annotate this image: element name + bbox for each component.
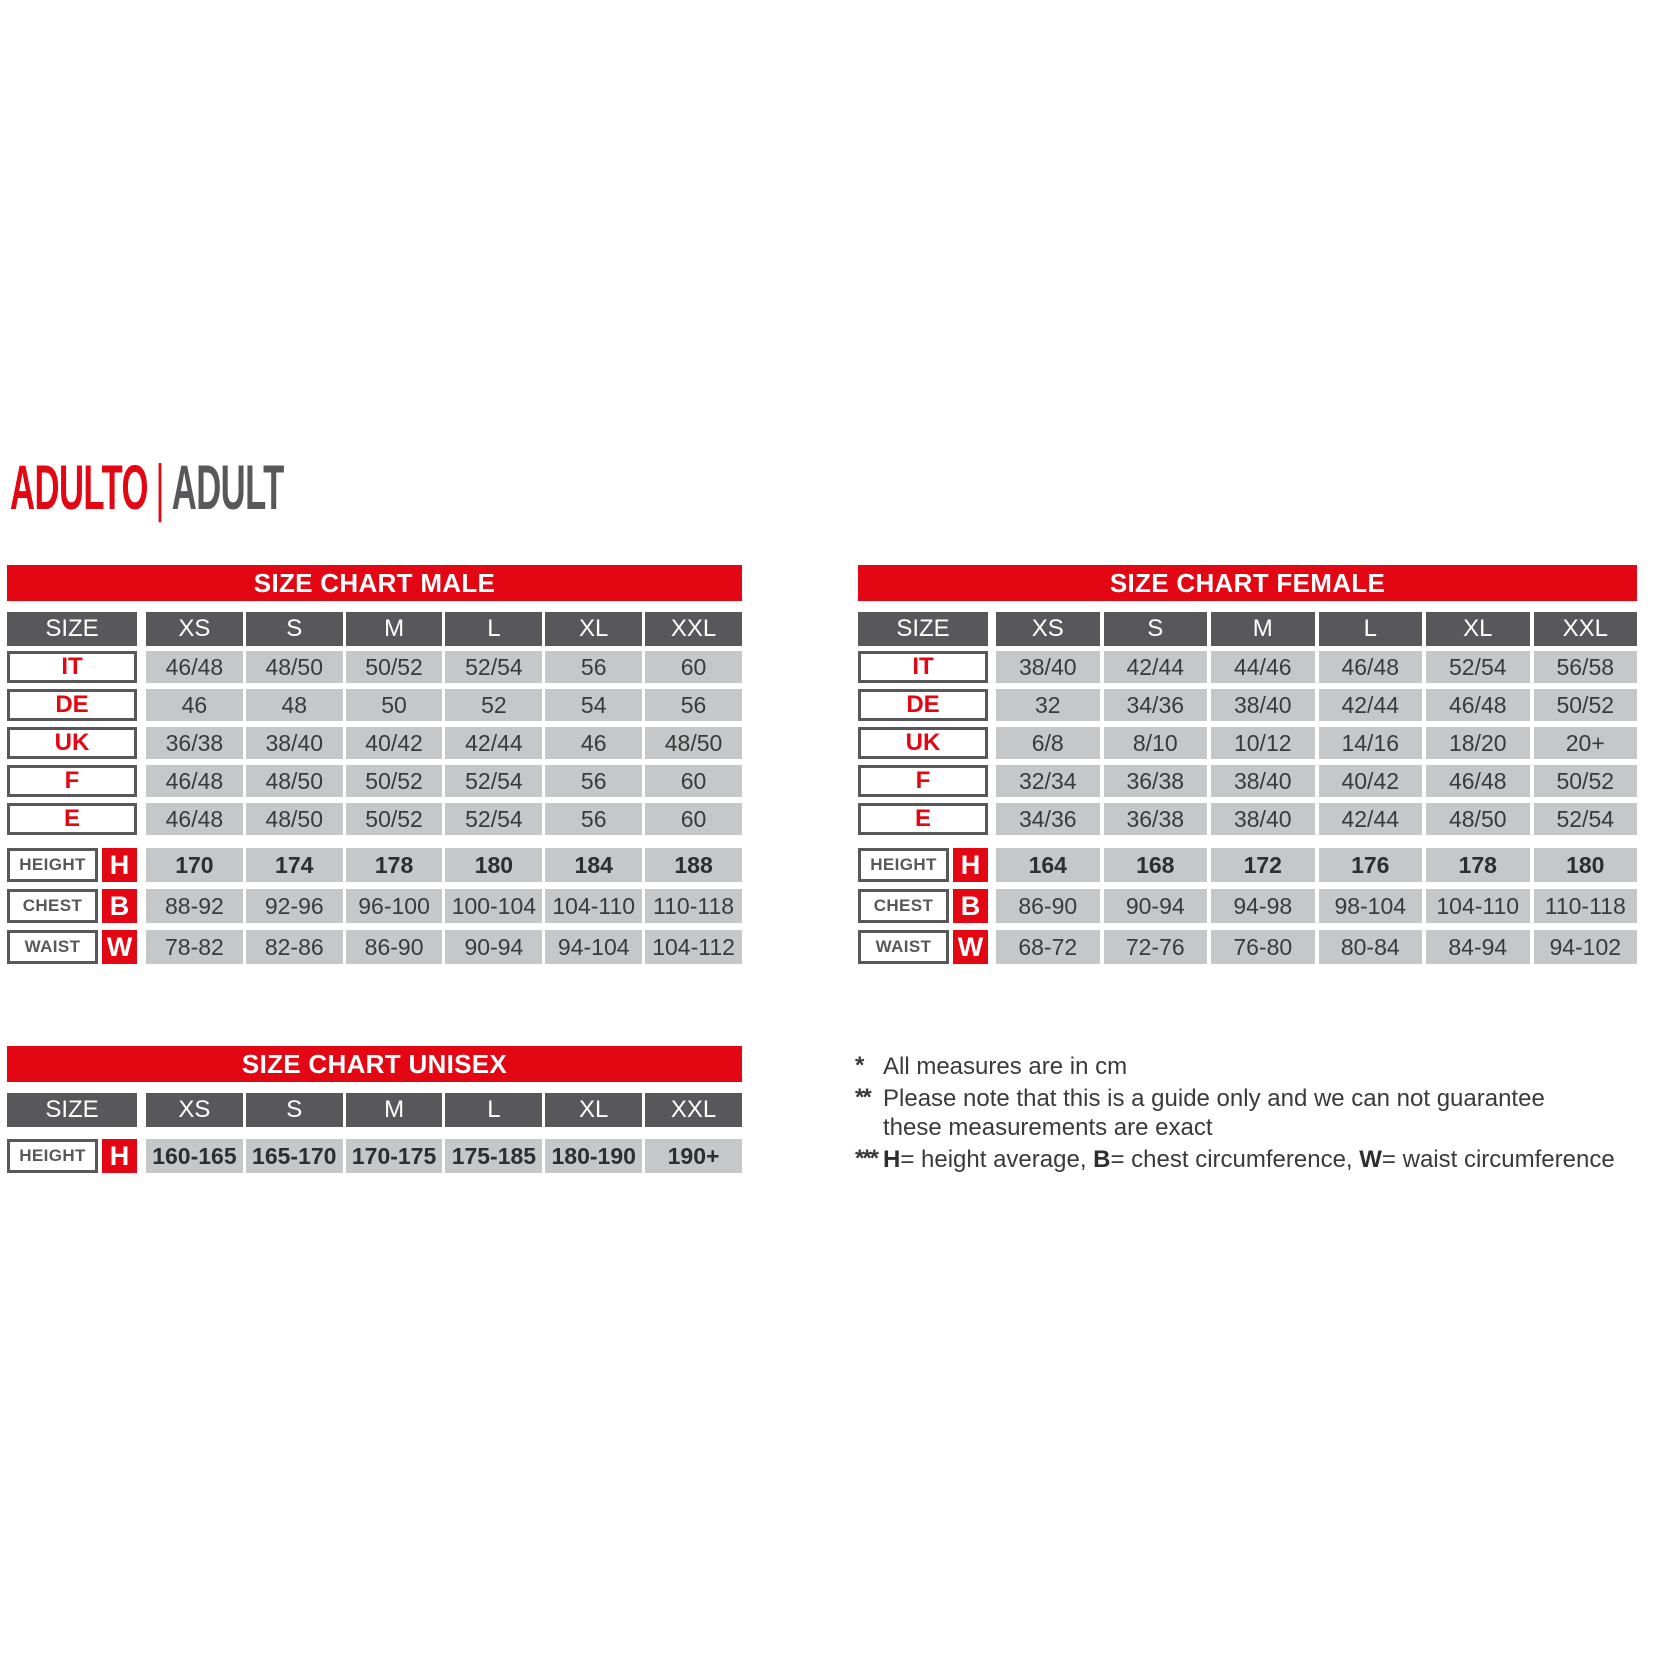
data-cell: 38/40	[996, 651, 1100, 683]
data-cell: 172	[1211, 848, 1315, 882]
column-header-cells	[146, 612, 742, 646]
data-cell: 52/54	[445, 651, 542, 683]
size-row	[7, 765, 742, 797]
row-label: E	[858, 803, 988, 835]
data-cell: 92-96	[246, 889, 343, 923]
column-header-cell: M	[1211, 612, 1315, 646]
data-cell: 184	[545, 848, 642, 882]
data-cell: 180-190	[545, 1139, 642, 1173]
footnote-text	[883, 1052, 1651, 1081]
measure-badge: H	[953, 848, 988, 882]
data-cell: 88-92	[146, 889, 243, 923]
column-header-cell: XS	[146, 612, 243, 646]
data-cell: 68-72	[996, 930, 1100, 964]
data-cell: 54	[545, 689, 642, 721]
data-cell: 72-76	[1104, 930, 1208, 964]
data-cell: 178	[346, 848, 443, 882]
row-cells	[996, 803, 1637, 835]
data-cell: 100-104	[445, 889, 542, 923]
row-cells	[996, 765, 1637, 797]
data-cell: 104-110	[545, 889, 642, 923]
measure-badge: W	[102, 930, 137, 964]
data-cell: 46/48	[146, 803, 243, 835]
title-secondary: ADULT	[171, 453, 284, 523]
page-title	[10, 452, 508, 524]
data-cell: 14/16	[1319, 727, 1423, 759]
data-cell: 46	[146, 689, 243, 721]
row-cells	[996, 727, 1637, 759]
data-cell: 50/52	[346, 803, 443, 835]
data-cell: 38/40	[1211, 765, 1315, 797]
table-title-bar: SIZE CHART UNISEX	[7, 1046, 742, 1082]
data-cell: 94-98	[1211, 889, 1315, 923]
measure-row	[7, 1139, 742, 1173]
column-header-cell: XL	[1426, 612, 1530, 646]
data-cell: 60	[645, 651, 742, 683]
row-cells	[146, 727, 742, 759]
column-header-cell: L	[445, 612, 542, 646]
column-header-row	[7, 1093, 742, 1127]
data-cell: 46/48	[146, 765, 243, 797]
data-cell: 48/50	[246, 803, 343, 835]
row-cells	[146, 1139, 742, 1173]
footnote-marker: ***	[855, 1145, 878, 1172]
data-cell: 8/10	[1104, 727, 1208, 759]
data-cell: 52	[445, 689, 542, 721]
footnote	[855, 1145, 1651, 1174]
measure-label: CHEST	[858, 889, 949, 923]
footnote-line: these measurements are exact	[883, 1114, 1213, 1141]
size-row	[858, 689, 1637, 721]
column-header-cell: S	[1104, 612, 1208, 646]
data-cell: 46	[545, 727, 642, 759]
data-cell: 104-110	[1426, 889, 1530, 923]
data-cell: 44/46	[1211, 651, 1315, 683]
row-label: E	[7, 803, 137, 835]
row-cells	[996, 889, 1637, 923]
row-label: UK	[7, 727, 137, 759]
data-cell: 32	[996, 689, 1100, 721]
size-chart-male-table	[7, 565, 742, 971]
data-cell: 104-112	[645, 930, 742, 964]
data-cell: 34/36	[1104, 689, 1208, 721]
data-cell: 38/40	[246, 727, 343, 759]
row-cells	[996, 930, 1637, 964]
row-label: F	[7, 765, 137, 797]
data-cell: 48	[246, 689, 343, 721]
data-cell: 82-86	[246, 930, 343, 964]
measure-label-group	[7, 930, 137, 964]
data-cell: 52/54	[1534, 803, 1638, 835]
data-cell: 48/50	[645, 727, 742, 759]
measure-label: HEIGHT	[7, 848, 98, 882]
row-cells	[996, 689, 1637, 721]
data-cell: 50/52	[346, 651, 443, 683]
data-cell: 98-104	[1319, 889, 1423, 923]
data-cell: 56	[545, 765, 642, 797]
data-cell: 86-90	[346, 930, 443, 964]
row-cells	[146, 848, 742, 882]
measure-label-group	[858, 930, 988, 964]
measure-label: CHEST	[7, 889, 98, 923]
data-cell: 86-90	[996, 889, 1100, 923]
measure-row	[858, 889, 1637, 923]
data-cell: 32/34	[996, 765, 1100, 797]
measure-badge: B	[953, 889, 988, 923]
row-label: F	[858, 765, 988, 797]
data-cell: 42/44	[1104, 651, 1208, 683]
column-header-cell: XS	[146, 1093, 243, 1127]
title-separator: |	[155, 453, 165, 523]
data-cell: 38/40	[1211, 689, 1315, 721]
row-cells	[146, 651, 742, 683]
column-header-cell: L	[1319, 612, 1423, 646]
measure-label-group	[7, 848, 137, 882]
data-cell: 46/48	[1319, 651, 1423, 683]
measure-label-group	[858, 889, 988, 923]
footnote-line: Please note that this is a guide only and we can not guarantee	[883, 1085, 1545, 1112]
measure-label: WAIST	[7, 930, 98, 964]
column-header-row	[7, 612, 742, 646]
measure-badge: H	[102, 1139, 137, 1173]
data-cell: 175-185	[445, 1139, 542, 1173]
measure-label: HEIGHT	[7, 1139, 98, 1173]
row-cells	[146, 803, 742, 835]
data-cell: 110-118	[645, 889, 742, 923]
data-cell: 78-82	[146, 930, 243, 964]
data-cell: 94-104	[545, 930, 642, 964]
data-cell: 165-170	[246, 1139, 343, 1173]
measure-label: WAIST	[858, 930, 949, 964]
data-cell: 180	[1534, 848, 1638, 882]
data-cell: 48/50	[1426, 803, 1530, 835]
size-row	[858, 651, 1637, 683]
column-header-cell: XXL	[645, 1093, 742, 1127]
row-cells	[146, 889, 742, 923]
measure-row	[7, 930, 742, 964]
column-header-cell: XL	[545, 1093, 642, 1127]
measure-rows	[858, 848, 1637, 971]
data-cell: 20+	[1534, 727, 1638, 759]
size-rows	[858, 651, 1637, 841]
row-label: DE	[858, 689, 988, 721]
size-header-cell: SIZE	[7, 612, 137, 646]
measure-label-group	[7, 1139, 137, 1173]
row-label: IT	[858, 651, 988, 683]
column-header-cell: XXL	[645, 612, 742, 646]
data-cell: 56	[545, 803, 642, 835]
size-row	[7, 803, 742, 835]
data-cell: 50/52	[346, 765, 443, 797]
data-cell: 170-175	[346, 1139, 443, 1173]
row-label: DE	[7, 689, 137, 721]
footnote-marker: **	[855, 1084, 870, 1111]
measure-row	[7, 848, 742, 882]
data-cell: 160-165	[146, 1139, 243, 1173]
data-cell: 52/54	[445, 803, 542, 835]
measure-badge: H	[102, 848, 137, 882]
size-row	[858, 803, 1637, 835]
row-cells	[146, 930, 742, 964]
measure-badge: B	[102, 889, 137, 923]
size-row	[7, 651, 742, 683]
measure-row	[858, 930, 1637, 964]
column-header-cells	[146, 1093, 742, 1127]
size-row	[858, 765, 1637, 797]
measure-badge: W	[953, 930, 988, 964]
footnote-line: All measures are in cm	[883, 1053, 1128, 1080]
data-cell: 90-94	[445, 930, 542, 964]
size-row	[7, 727, 742, 759]
data-cell: 178	[1426, 848, 1530, 882]
data-cell: 10/12	[1211, 727, 1315, 759]
measure-label-group	[858, 848, 988, 882]
data-cell: 52/54	[445, 765, 542, 797]
table-title-bar: SIZE CHART MALE	[7, 565, 742, 601]
row-cells	[146, 689, 742, 721]
data-cell: 190+	[645, 1139, 742, 1173]
data-cell: 46/48	[1426, 689, 1530, 721]
footnote-text	[883, 1084, 1651, 1142]
size-chart-unisex-table	[7, 1046, 742, 1180]
table-title-bar: SIZE CHART FEMALE	[858, 565, 1637, 601]
data-cell: 90-94	[1104, 889, 1208, 923]
row-label: UK	[858, 727, 988, 759]
data-cell: 170	[146, 848, 243, 882]
data-cell: 38/40	[1211, 803, 1315, 835]
column-header-cell: S	[246, 1093, 343, 1127]
measure-label-group	[7, 889, 137, 923]
data-cell: 60	[645, 765, 742, 797]
column-header-cell: XL	[545, 612, 642, 646]
data-cell: 40/42	[346, 727, 443, 759]
row-label: IT	[7, 651, 137, 683]
data-cell: 40/42	[1319, 765, 1423, 797]
data-cell: 94-102	[1534, 930, 1638, 964]
data-cell: 36/38	[1104, 765, 1208, 797]
data-cell: 36/38	[1104, 803, 1208, 835]
column-header-cells	[996, 612, 1637, 646]
data-cell: 50	[346, 689, 443, 721]
measure-row	[7, 889, 742, 923]
data-cell: 56/58	[1534, 651, 1638, 683]
measure-label: HEIGHT	[858, 848, 949, 882]
page-title-text	[10, 452, 284, 524]
measure-rows	[7, 848, 742, 971]
size-header-cell: SIZE	[7, 1093, 137, 1127]
size-rows	[7, 651, 742, 841]
column-header-cell: XS	[996, 612, 1100, 646]
data-cell: 110-118	[1534, 889, 1638, 923]
column-header-cell: S	[246, 612, 343, 646]
size-chart-female-table	[858, 565, 1637, 971]
data-cell: 18/20	[1426, 727, 1530, 759]
size-header-cell: SIZE	[858, 612, 988, 646]
data-cell: 60	[645, 803, 742, 835]
footnote-line: H= height average, B= chest circumference, W= waist circumference	[883, 1146, 1615, 1173]
data-cell: 180	[445, 848, 542, 882]
footnote-text	[883, 1145, 1651, 1174]
data-cell: 84-94	[1426, 930, 1530, 964]
data-cell: 188	[645, 848, 742, 882]
data-cell: 80-84	[1319, 930, 1423, 964]
data-cell: 42/44	[1319, 689, 1423, 721]
data-cell: 46/48	[146, 651, 243, 683]
data-cell: 48/50	[246, 651, 343, 683]
size-row	[7, 689, 742, 721]
footnote-marker: *	[855, 1052, 863, 1079]
data-cell: 164	[996, 848, 1100, 882]
column-header-cell: XXL	[1534, 612, 1638, 646]
data-cell: 96-100	[346, 889, 443, 923]
column-header-row	[858, 612, 1637, 646]
data-cell: 42/44	[445, 727, 542, 759]
data-cell: 56	[645, 689, 742, 721]
data-cell: 76-80	[1211, 930, 1315, 964]
column-header-cell: M	[346, 1093, 443, 1127]
data-cell: 56	[545, 651, 642, 683]
row-cells	[146, 765, 742, 797]
size-row	[858, 727, 1637, 759]
column-header-cell: L	[445, 1093, 542, 1127]
data-cell: 34/36	[996, 803, 1100, 835]
data-cell: 50/52	[1534, 765, 1638, 797]
row-cells	[996, 848, 1637, 882]
data-cell: 42/44	[1319, 803, 1423, 835]
data-cell: 48/50	[246, 765, 343, 797]
data-cell: 174	[246, 848, 343, 882]
measure-rows	[7, 1139, 742, 1180]
footnote	[855, 1052, 1651, 1081]
data-cell: 168	[1104, 848, 1208, 882]
footnotes	[855, 1052, 1651, 1177]
measure-row	[858, 848, 1637, 882]
row-cells	[996, 651, 1637, 683]
data-cell: 6/8	[996, 727, 1100, 759]
column-header-cell: M	[346, 612, 443, 646]
data-cell: 50/52	[1534, 689, 1638, 721]
data-cell: 52/54	[1426, 651, 1530, 683]
footnote	[855, 1084, 1651, 1142]
data-cell: 176	[1319, 848, 1423, 882]
data-cell: 36/38	[146, 727, 243, 759]
title-primary: ADULTO	[10, 453, 148, 523]
data-cell: 46/48	[1426, 765, 1530, 797]
